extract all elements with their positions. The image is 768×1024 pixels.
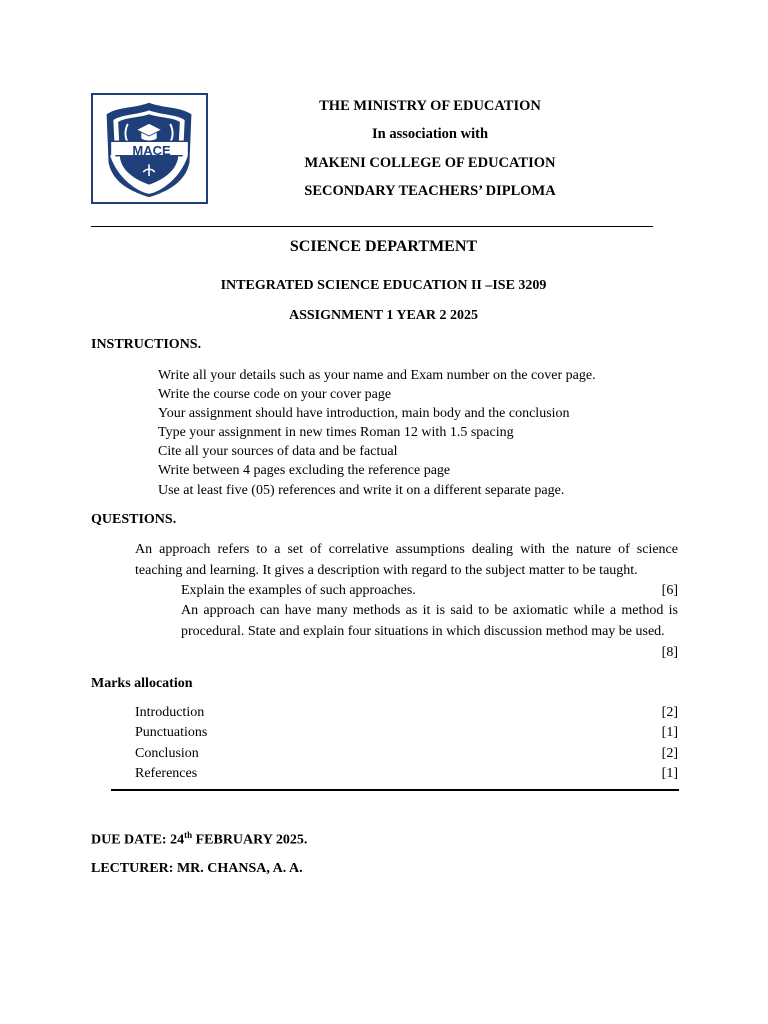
marks-label: References xyxy=(135,766,198,781)
marks-row xyxy=(135,725,678,745)
question-text: Explain the examples of such approaches. xyxy=(181,583,416,598)
marks-label: Introduction xyxy=(135,705,205,720)
header-diploma: SECONDARY TEACHERS’ DIPLOMA xyxy=(304,183,556,199)
marks-value: [1] xyxy=(661,766,678,781)
question-text: An approach can have many methods as it is said to be axiomatic while a method is procedural. State and explain four situations in which discussion method may be used. xyxy=(181,603,678,639)
question-item xyxy=(181,581,678,602)
instruction-item: Write between 4 pages excluding the reference page xyxy=(158,463,451,479)
instruction-item: Your assignment should have introduction, main body and the conclusion xyxy=(158,406,570,422)
instruction-item: Write the course code on your cover page xyxy=(158,387,392,403)
marks-row xyxy=(135,766,678,786)
question-marks: [6] xyxy=(661,583,678,598)
marks-value: [1] xyxy=(661,725,678,740)
marks-allocation-heading: Marks allocation xyxy=(91,676,193,691)
marks-label: Punctuations xyxy=(135,725,208,740)
questions-heading: QUESTIONS. xyxy=(91,512,177,527)
instruction-item: Type your assignment in new times Roman 12 with 1.5 spacing xyxy=(158,425,514,441)
department-title: SCIENCE DEPARTMENT xyxy=(289,238,478,255)
marks-value: [2] xyxy=(661,705,678,720)
marks-value: [2] xyxy=(661,746,678,761)
college-logo xyxy=(91,93,208,204)
marks-label: Conclusion xyxy=(135,746,199,761)
logo-acronym: MACE xyxy=(132,143,171,158)
marks-row xyxy=(135,746,678,766)
assignment-title: ASSIGNMENT 1 YEAR 2 2025 xyxy=(288,308,479,323)
instructions-heading: INSTRUCTIONS. xyxy=(91,337,202,352)
instructions-list xyxy=(158,366,596,500)
lecturer: LECTURER: MR. CHANSA, A. A. xyxy=(91,861,303,876)
marks-divider xyxy=(111,789,679,791)
instruction-item: Write all your details such as your name and Exam number on the cover page. xyxy=(158,368,596,383)
instruction-item: Cite all your sources of data and be factual xyxy=(158,444,398,460)
marks-row xyxy=(135,705,678,725)
course-title: INTEGRATED SCIENCE EDUCATION II –ISE 3209 xyxy=(220,278,547,293)
questions-intro: An approach refers to a set of correlative assumptions dealing with the nature of science teaching and learning. It gives a description with regard to the subject matter to be taught. xyxy=(135,542,678,578)
instruction-item: Use at least five (05) references and write it on a different separate page. xyxy=(158,482,565,498)
header-college: MAKENI COLLEGE OF EDUCATION xyxy=(304,155,556,171)
header-divider xyxy=(91,226,653,227)
header-ministry: THE MINISTRY OF EDUCATION xyxy=(319,98,541,114)
question-item xyxy=(181,601,678,642)
question-marks: [8] xyxy=(661,645,678,660)
header-association: In association with xyxy=(371,126,489,142)
due-date: DUE DATE: 24th FEBRUARY 2025. xyxy=(91,830,308,848)
